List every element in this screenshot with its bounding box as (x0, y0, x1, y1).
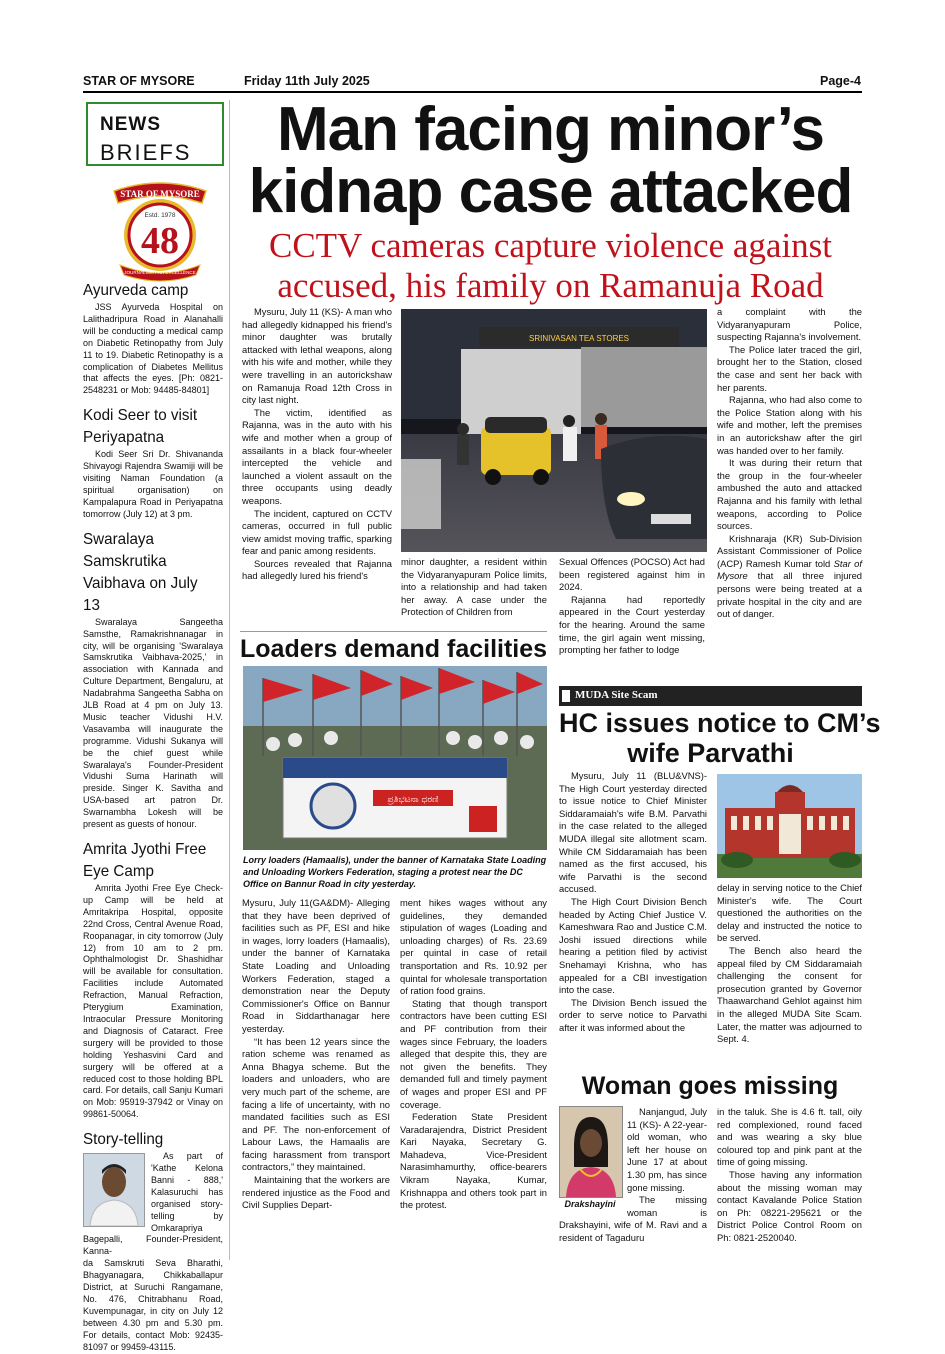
paragraph: Mysuru, July 11 (BLU&VNS)- The High Court yesterday directed to issue notice to Chief Minister Siddaramaiah's wife B.M. Parvathi in the case related to the alleged MUDA illegal site allotment scam. While CM Siddaramaiah has been named as the first accused, his wife Parvathi is the second accused. (559, 770, 707, 895)
header-rule (83, 91, 862, 93)
logo-top-text: STAR OF MYSORE (120, 189, 200, 199)
paragraph: Rajanna, who had also come to the Police Station along with his wife and mother, left the premises in an autorickshaw after the girl was handed over to her family. (717, 394, 862, 456)
brief-body: da Samskruti Seva Bharathi, Bhagyanagara, Chikkaballapur District, at Suruchi Rangamane, No. 476, Chitrabhanu Road, Kuvempunagar, in city on July 12 between 4.30 pm and 5.30 pm. For details, contact Mob: 92435-81097 or 99459-43115. (83, 1258, 223, 1352)
paragraph: The High Court Division Bench headed by Acting Chief Justice V. Kameshwara Rao and Justice C.M. Joshi issued directions while hearing a petition filed by activist Snehamayi Krishna, who has appealed for a CBI investigation into the case. (559, 895, 707, 996)
paragraph: in the taluk. She is 4.6 ft. tall, oily red complexioned, round faced and was wearing a sky blue coloured top and pink pant at the time of going missing. (717, 1106, 862, 1168)
brief-body: Swaralaya Sangeetha Samsthe, Ramakrishnanagar in city, will be organising 'Swaralaya Samskrutika Vaibhava-2025,' in association with Kannada and Culture Department, Bengaluru, at Nadabrahma Sangeetha Sabha on JLB Road at 4 pm on July 13. Music teacher Vidushi H.V. Vasavamba will inaugurate the programme. Vidushi Sukanya will be the chief guest while Swaralaya's Founder-President Vidushi Suma Harinath will preside. Singer K. Savitha and USA-based art patron Dr. Swarnambha Lokesh will be present as guests of honour. (83, 616, 223, 830)
column-rule (229, 100, 230, 1260)
paragraph: The victim, identified as Rajanna, was in the auto with his wife and mother when a group of assailants in a black four-wheeler intercepted the vehicle and launched a violent assault on the three occupants using deadly weapons. (242, 406, 392, 506)
paragraph-text: that all three injured persons were being treated at a private hospital in the city and are out of danger. (717, 570, 862, 620)
main-headline-line1: Man facing minor’s (277, 95, 824, 164)
paragraph: Nanjangud, July 11 (KS)- A 22-year-old woman, who left her house on June 17 at about 1.30 pm, has since gone missing. (627, 1106, 707, 1193)
brief-body: Amrita Jyothi Free Eye Check-up Camp will be held at Amritakripa Hospital, opposite 22nd Cross, Central Avenue Road, Roopanagar, in city tomorrow (July 12) from 10 am to 2 pm. Ophthalmologist Dr. Shashidhar will be available for consultation. Facilities include Automated Refraction, Manual Refraction, Pterygium Examination, Intraocular Pressure Monitoring and Diagnosis of Cataract. Free surgery will be provided to those holding Yeshasvini Card and surgery will be offered at a reduced cost to those holding BPL card. For details, call Sanju Kumari on Mob: 95919-37942 or Vinay on 99861-50064. (83, 883, 223, 1120)
section-rule (240, 631, 547, 632)
paragraph: a complaint with the Vidyaranyapuram Police, suspecting Rajanna's involvement. (717, 306, 862, 343)
paragraph: Stating that though transport contractors have been cutting ESI and PF contribution from their wages since February, the loaders alleged that despite this, they are not given the benefits. They demanded full and timely payment of wages and proper ESI and PF coverage. (400, 997, 547, 1110)
news-label: NEWS (100, 114, 161, 135)
muda-headline (559, 708, 881, 768)
paragraph: The Division Bench issued the order to serve notice to Parvathi after it was informed about the (559, 996, 707, 1033)
loaders-col1 (242, 897, 390, 1212)
paragraph: delay in serving notice to the Chief Minister's wife. The Court questioned the authorities on the delay and instructed the notice to be served. (717, 882, 862, 944)
tag-marker (562, 690, 570, 702)
briefs-label: BRIEFS (100, 140, 192, 165)
paragraph: Mysuru, July 11(GA&DM)- Alleging that they have been deprived of facilities such as PF, ESI and hike in wages, lorry loaders (Hamaalis), under the banner of Karnataka State Loading and Unloading Workers Federation, staged a demonstration near the Deputy Commissioner's Office on Bannur Road in Siddarthanagar here yesterday. (242, 897, 390, 1034)
shop-sign-text: SRINIVASAN TEA STORES (528, 334, 630, 343)
main-subhead-line1: CCTV cameras capture violence against (268, 226, 833, 265)
cctv-photo (401, 309, 707, 552)
news-briefs-sidebar (83, 100, 223, 1352)
paragraph-text: Krishnaraja (KR) Sub-Division Assistant Commissioner of Police (ACP) Ramesh Kumar told (717, 532, 862, 569)
paragraph (717, 533, 862, 621)
logo-estd: Estd. 1978 (144, 212, 176, 219)
main-subheadline (238, 226, 863, 306)
muda-tag: MUDA Site Scam (575, 689, 658, 701)
muda-headline-line2: wife Parvathi (627, 738, 794, 768)
main-subhead-line2: accused, his family on Ramanuja Road (277, 266, 824, 305)
main-story-col1 (242, 306, 392, 583)
paragraph: minor daughter, a resident within the Vidyaranyapuram Police limits, into a relationship and had taken her away. A case under the Protection of Children from (401, 556, 547, 618)
paragraph: Sources revealed that Rajanna had allegedly lured his friend's (242, 557, 392, 582)
main-headline-line2: kidnap case attacked (248, 157, 853, 226)
missing-woman-photo (559, 1106, 623, 1198)
news-briefs-box (86, 102, 224, 166)
banner-text: ಪ್ರತಿಭಟನಾ ಧರಣಿ (387, 795, 439, 805)
main-story-col4 (717, 306, 862, 621)
issue-date: Friday 11th July 2025 (244, 74, 370, 88)
missing-col1 (559, 1106, 707, 1245)
missing-col2 (717, 1106, 862, 1245)
main-story-col2 (401, 556, 547, 619)
brief-title: Amrita Jyothi Free Eye Camp (83, 841, 207, 880)
brief-body: JSS Ayurveda Hospital on Lalithadripura Road in Alanahalli will be conducting a medical camp on Diabetic Retinopathy from July 11 to 19. Diabetic Retinopathy is a complication of Diabetes Mellitus that affects the eyes. [Ph: 0821-2548231 or Mob: 94485-84801] (83, 302, 223, 396)
muda-tag-bar (559, 686, 862, 706)
paragraph: Maintaining that the workers are rendered injustice as the Food and Civil Supplies Depart- (242, 1174, 390, 1211)
page-number: Page-4 (820, 74, 861, 88)
protest-photo-caption: Lorry loaders (Hamaalis), under the banner of Karnataka State Loading and Unloading Workers Federation, staging a protest near the DC Office on Bannur Road in city yesterday. (243, 855, 547, 889)
missing-photo-block (559, 1106, 621, 1210)
paragraph: Those having any information about the missing woman may contact Kavalande Police Station on Ph: 08221-295621 or the District Police Control Room on Ph: 0821-2520040. (717, 1168, 862, 1243)
paragraph: Federation State President Varadarajendra, District President Kari Nayaka, Secretary G. Mahadeva, Vice-President Narasimhamurthy, office-bearers Vikram Nayaka, Kumar, Krishnappa and others took part in the protest. (400, 1111, 547, 1211)
main-story-col3 (559, 556, 705, 657)
paragraph: The Bench also heard the appeal filed by CM Siddaramaiah challenging the consent for prosecution granted by Governor Thaawarchand Gehlot against him in the alleged MUDA Site Scam. Later, the matter was adjourned to Sept. 4. (717, 944, 862, 1045)
paragraph: The Police later traced the girl, brought her to the Station, closed the case and sent her back with her parents. (717, 343, 862, 393)
logo-bottom-text: JOURNALISM PAR EXCELLENCE (124, 270, 196, 275)
main-headline (238, 96, 863, 226)
paragraph: It was during their return that the group in the four-wheeler ambushed the auto and attacked Rajanna and his family with lethal weapons, according to Police sources. (717, 457, 862, 532)
muda-headline-line1: HC issues notice to CM’s (559, 708, 881, 738)
newspaper-name: STAR OF MYSORE (83, 74, 195, 88)
muda-col1 (559, 770, 707, 1034)
paragraph: The incident, captured on CCTV cameras, occurred in full public view amidst moving traffic, sparking fear and panic among residents. (242, 507, 392, 557)
missing-photo-caption: Drakshayini (564, 1199, 616, 1209)
paragraph: ment hikes wages without any guidelines, they demanded stipulation of wages (Loading and unloading charges) of Rs. 23.69 per quintal in case of retail transportation and Rs. 10.92 per quintal for wholesale transportation of ration food grains. (400, 897, 547, 997)
brief-title: Kodi Seer to visit Periyapatna (83, 407, 198, 447)
missing-headline: Woman goes missing (581, 1072, 839, 1100)
anniversary-logo (106, 173, 214, 283)
logo-number: 48 (141, 220, 179, 262)
paragraph: Rajanna had reportedly appeared in the Court yesterday for the hearing. Around the same time, the girl again went missing, prompting her father to lodge (559, 593, 705, 656)
high-court-photo (717, 774, 862, 878)
paragraph: Sexual Offences (POCSO) Act had been registered against him in 2024. (559, 556, 705, 593)
brief-body: As part of 'Kathe Kelona Banni - 888,' Kalasuruchi has organised story-telling by Omkarapriya Bagepalli, Founder-President, Kanna- (83, 1151, 223, 1257)
brief-title: Swaralaya Samskrutika Vaibhava on July 13 (83, 530, 198, 614)
loaders-headline: Loaders demand facilities (240, 635, 548, 663)
paragraph: “It has been 12 years since the ration scheme was renamed as Anna Bhagya scheme. But the loaders and unloaders, who are very much part of the scheme, are facing a life of uncertainty, with no mandated facilities such as ESI and PF. The non-enforcement of Labour Laws, the Hamaalis are facing harassment from transport contractors,” they maintained. (242, 1035, 390, 1173)
loaders-col2 (400, 897, 547, 1212)
storyteller-photo (83, 1153, 145, 1227)
paragraph: The missing woman is Drakshayini, wife of M. Ravi and a resident of Tagaduru (559, 1194, 707, 1243)
brief-title: Story-telling (83, 1131, 164, 1149)
paragraph: Mysuru, July 11 (KS)- A man who had allegedly kidnapped his friend's minor daughter was brutally attacked with lethal weapons, along with his wife and mother, while they were travelling in an autorickshaw on Ramanuja Road 12th Cross in city last night. (242, 306, 392, 406)
muda-col2 (717, 882, 862, 1046)
brief-title: Ayurveda camp (83, 282, 189, 299)
publication-name: Star of Mysore (717, 557, 863, 582)
protest-photo (243, 666, 547, 850)
brief-body: Kodi Seer Sri Dr. Shivananda Shivayogi Rajendra Swamiji will be visiting Naman Foundation (a spiritual organisation) on Kampalapura Road in Periyapatna tomorrow (July 12) at 3 pm. (83, 449, 223, 519)
